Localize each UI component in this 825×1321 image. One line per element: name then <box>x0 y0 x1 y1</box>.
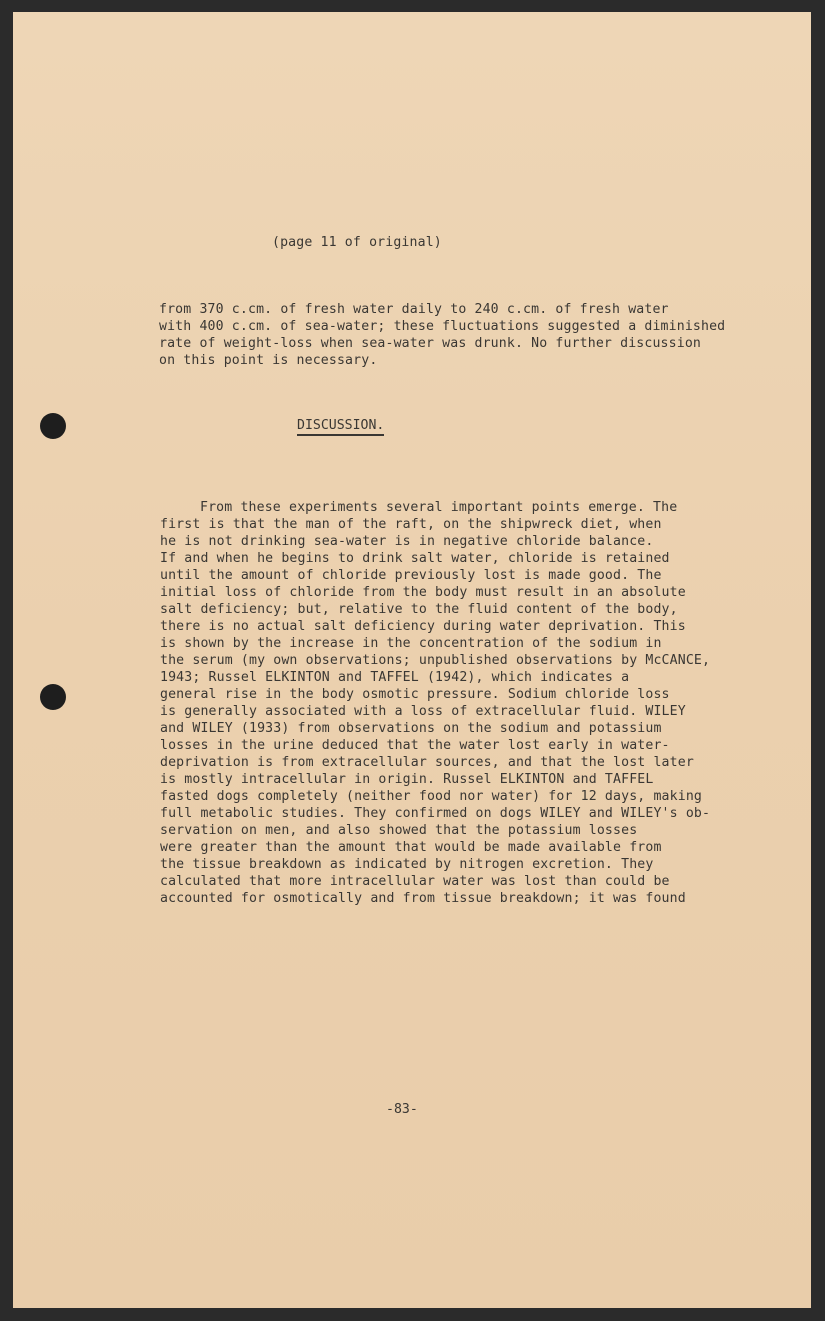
text-line: general rise in the body osmotic pressure. Sodium chloride loss <box>160 687 670 702</box>
text-line: with 400 c.cm. of sea-water; these fluctuations suggested a diminished <box>159 319 726 334</box>
text-line: there is no actual salt deficiency during water deprivation. This <box>160 619 686 634</box>
punch-hole-top <box>40 413 66 439</box>
page-header-note: (page 11 of original) <box>272 235 442 250</box>
text-line: salt deficiency; but, relative to the fluid content of the body, <box>160 602 678 617</box>
text-line: servation on men, and also showed that the potassium losses <box>160 823 638 838</box>
page-number: -83- <box>386 1102 418 1117</box>
text-line: on this point is necessary. <box>159 353 378 368</box>
text-line: accounted for osmotically and from tissue breakdown; it was found <box>160 891 686 906</box>
text-line: is shown by the increase in the concentration of the sodium in <box>160 636 662 651</box>
section-heading: DISCUSSION. <box>297 418 384 436</box>
text-line: calculated that more intracellular water was lost than could be <box>160 874 670 889</box>
text-line: If and when he begins to drink salt water, chloride is retained <box>160 551 670 566</box>
text-line: From these experiments several important points emerge. The <box>200 500 678 515</box>
text-line: until the amount of chloride previously lost is made good. The <box>160 568 662 583</box>
text-line: from 370 c.cm. of fresh water daily to 240 c.cm. of fresh water <box>159 302 669 317</box>
text-line: full metabolic studies. They confirmed on dogs WILEY and WILEY's ob- <box>160 806 711 821</box>
text-line: is generally associated with a loss of extracellular fluid. WILEY <box>160 704 686 719</box>
text-line: first is that the man of the raft, on the shipwreck diet, when <box>160 517 662 532</box>
text-line: he is not drinking sea-water is in negative chloride balance. <box>160 534 654 549</box>
text-line: initial loss of chloride from the body must result in an absolute <box>160 585 686 600</box>
text-line: fasted dogs completely (neither food nor water) for 12 days, making <box>160 789 702 804</box>
text-line: is mostly intracellular in origin. Russel ELKINTON and TAFFEL <box>160 772 654 787</box>
text-line: deprivation is from extracellular sources, and that the lost later <box>160 755 694 770</box>
text-line: the serum (my own observations; unpublished observations by McCANCE, <box>160 653 711 668</box>
text-line: losses in the urine deduced that the water lost early in water- <box>160 738 670 753</box>
text-line: were greater than the amount that would be made available from <box>160 840 662 855</box>
text-line: 1943; Russel ELKINTON and TAFFEL (1942), which indicates a <box>160 670 630 685</box>
text-line: the tissue breakdown as indicated by nitrogen excretion. They <box>160 857 654 872</box>
text-line: and WILEY (1933) from observations on the sodium and potassium <box>160 721 662 736</box>
punch-hole-bottom <box>40 684 66 710</box>
text-line: rate of weight-loss when sea-water was drunk. No further discussion <box>159 336 701 351</box>
